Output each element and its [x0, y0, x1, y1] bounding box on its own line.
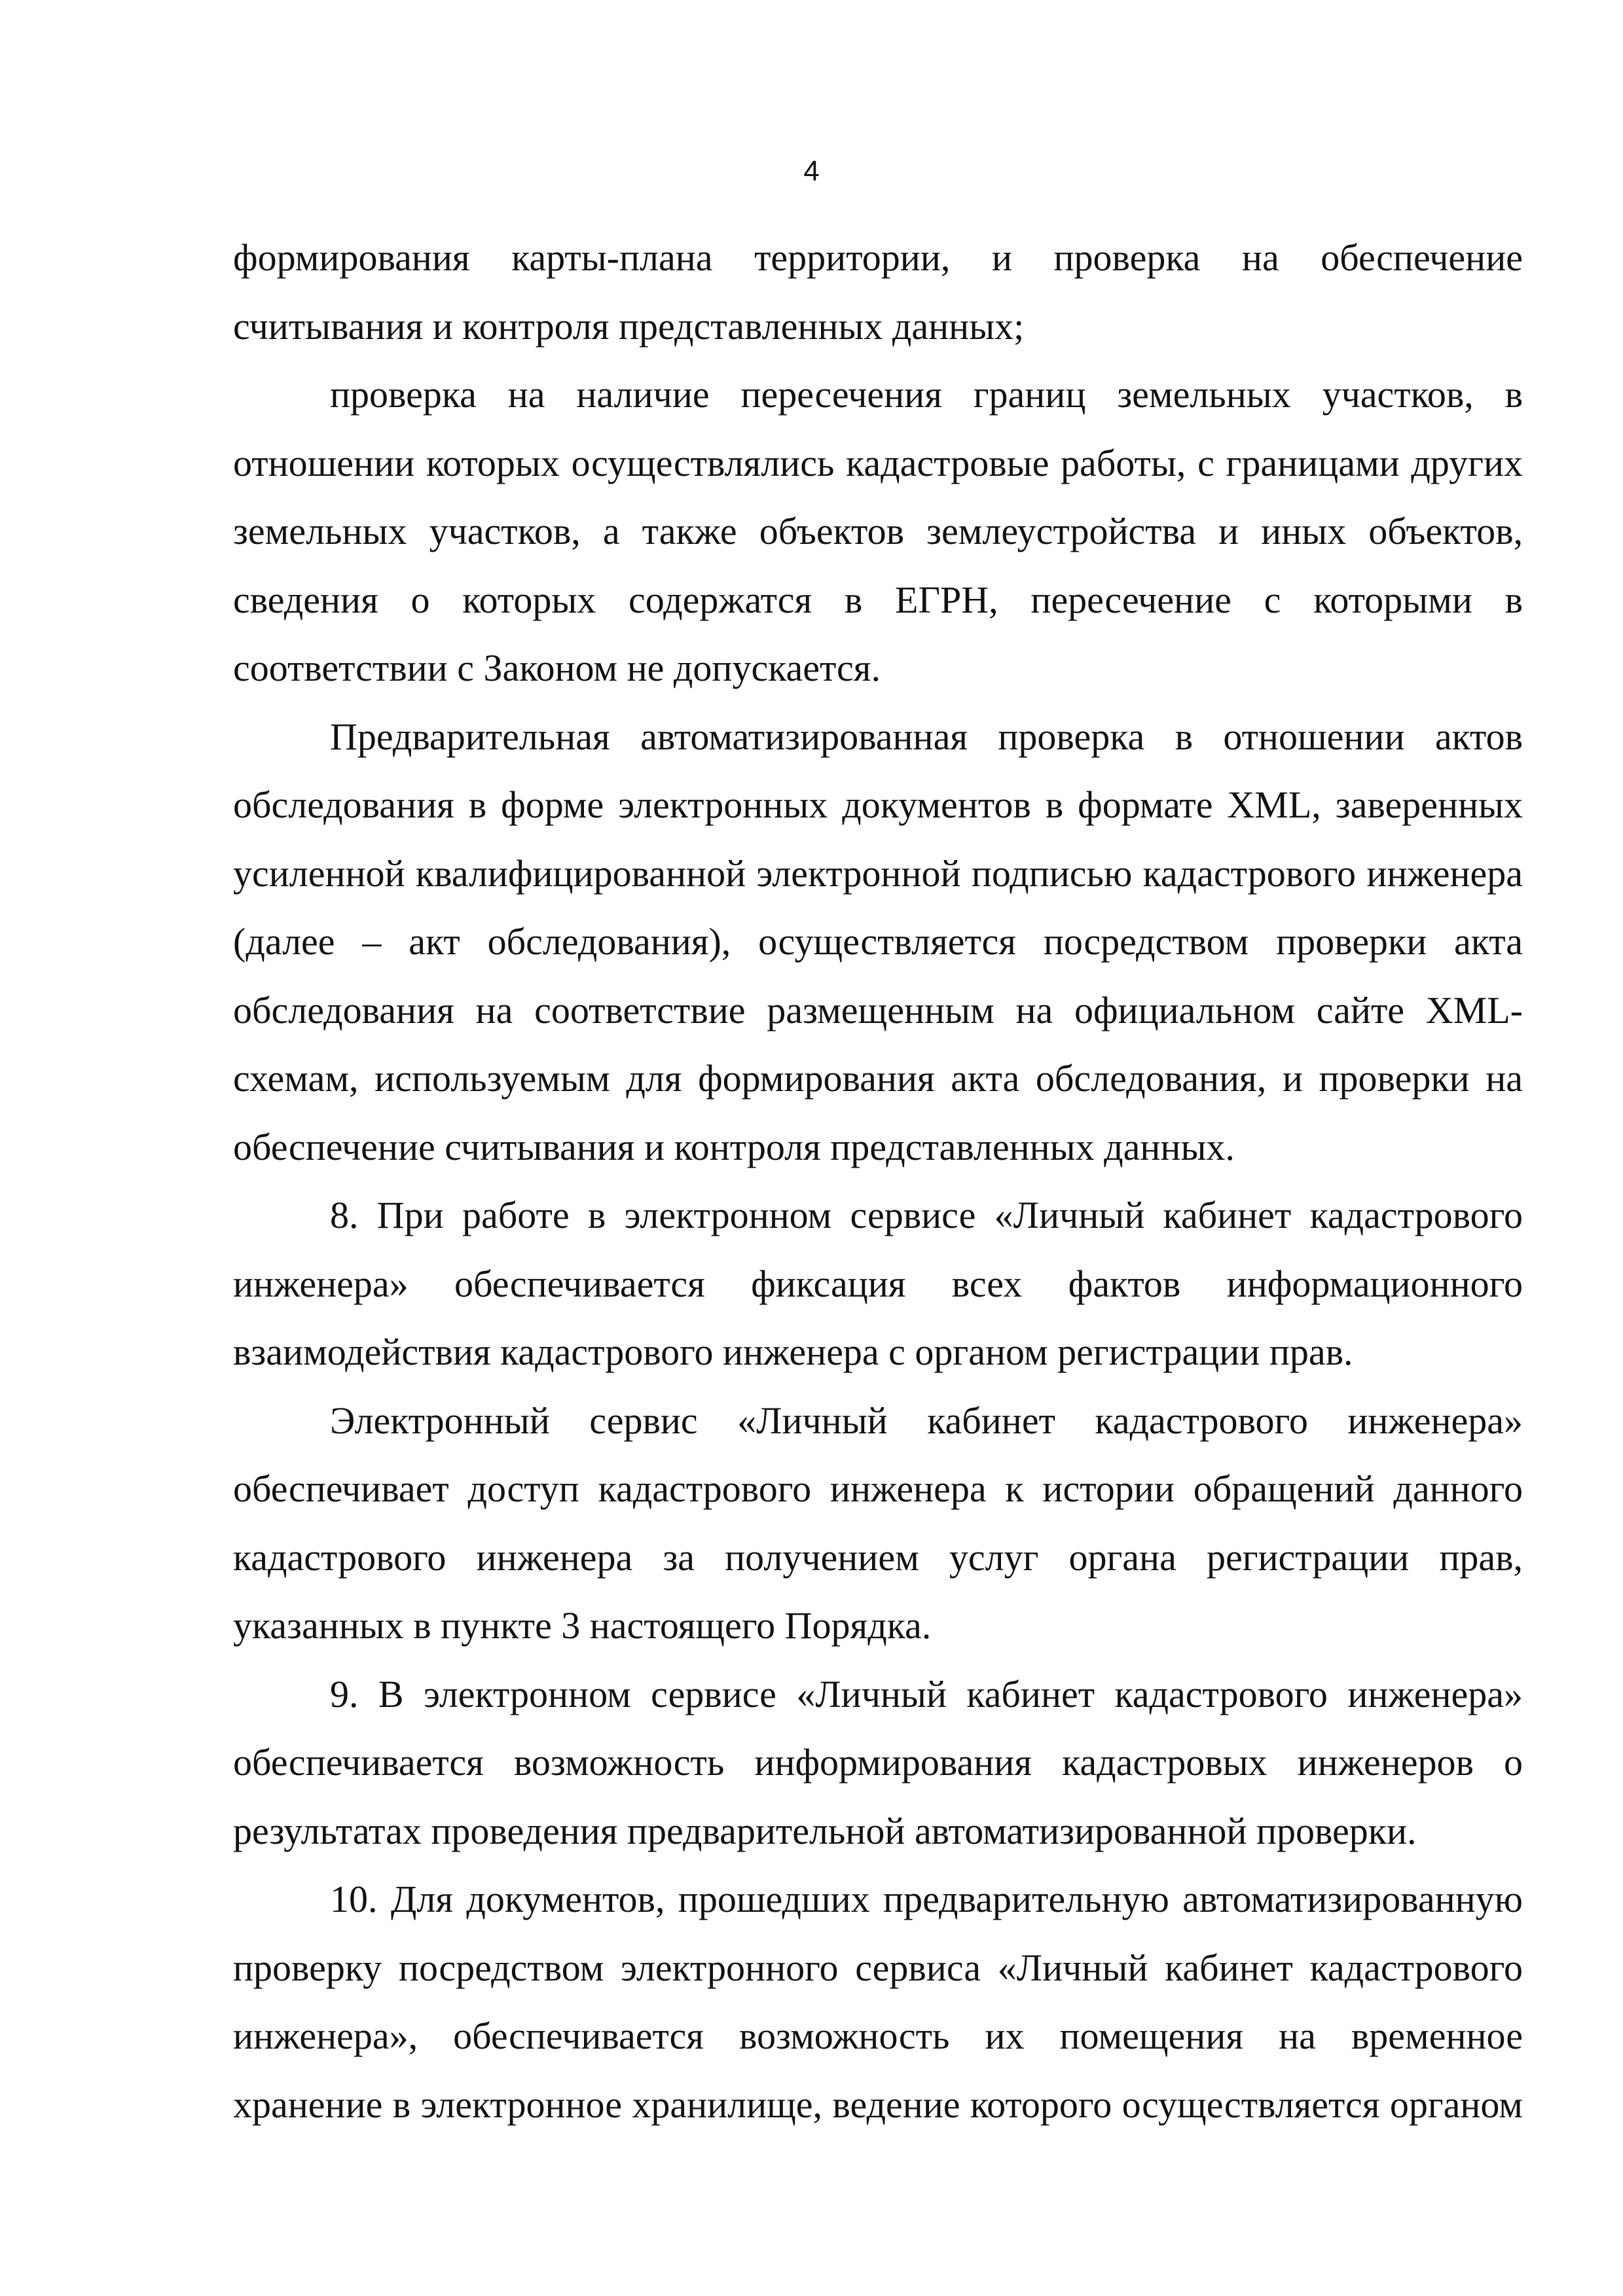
paragraph-history-access: Электронный сервис «Личный кабинет кадастрового инженера» обеспечивает доступ кадастрового инженера к истории обращений данного кадастрового инженера за получением услуг органа регистрации прав, указанных в пункте 3 настоящего Порядка. [233, 1399, 1523, 1647]
paragraph-item-9: 9. В электронном сервисе «Личный кабинет кадастрового инженера» обеспечивается возможность информирования кадастровых инженеров о результатах проведения предварительной автоматизированной проверки. [233, 1672, 1523, 1852]
paragraph-continuation: формирования карты-плана территории, и проверка на обеспечение считывания и контроля представленных данных; [233, 236, 1523, 348]
document-body [233, 224, 1523, 2139]
paragraph-boundary-check: проверка на наличие пересечения границ земельных участков, в отношении которых осуществлялись кадастровые работы, с границами других земельных участков, а также объектов землеустройства и иных объектов, сведения о которых содержатся в ЕГРН, пересечение с которыми в соответствии с Законом не допускается. [233, 373, 1523, 689]
paragraph-survey-act-check: Предварительная автоматизированная проверка в отношении актов обследования в форме электронных документов в формате XML, заверенных усиленной квалифицированной электронной подписью кадастрового инженера (далее – акт обследования), осуществляется посредством проверки акта обследования на соответствие размещенным на официальном сайте XML-схемам, используемым для формирования акта обследования, и проверки на обеспечение считывания и контроля представленных данных. [233, 715, 1523, 1168]
paragraph-item-8: 8. При работе в электронном сервисе «Личный кабинет кадастрового инженера» обеспечивается фиксация всех фактов информационного взаимодействия кадастрового инженера с органом регистрации прав. [233, 1194, 1523, 1373]
paragraph-item-10: 10. Для документов, прошедших предварительную автоматизированную проверку посредством электронного сервиса «Личный кабинет кадастрового инженера», обеспечивается возможность их помещения на временное хранение в электронное хранилище, ведение которого осуществляется органом [233, 1878, 1523, 2126]
page-number: 4 [803, 155, 820, 187]
